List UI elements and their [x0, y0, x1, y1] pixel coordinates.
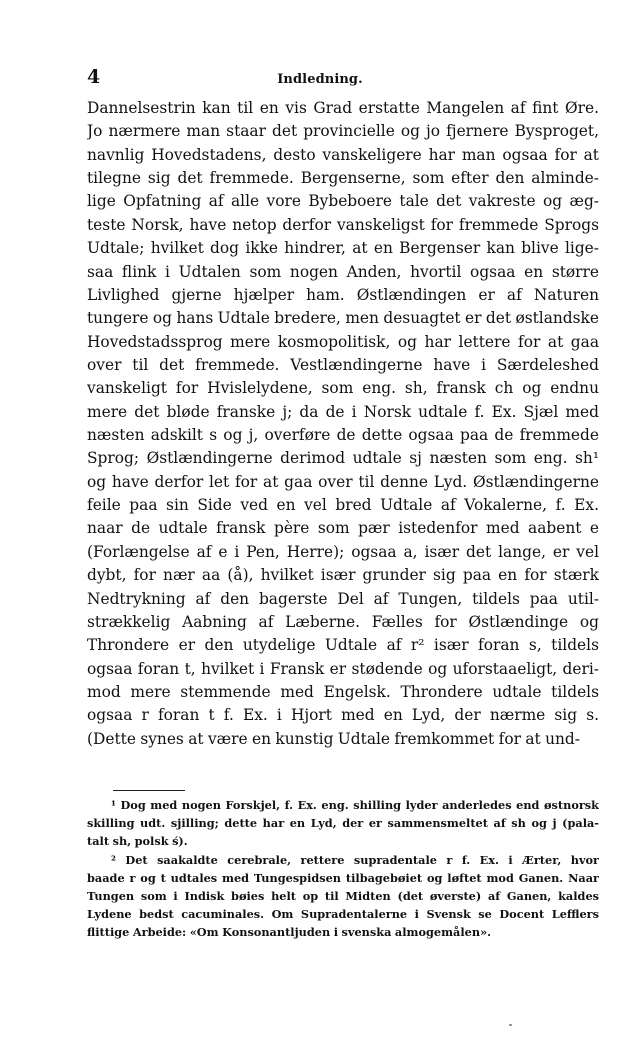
footnote-line: ² Det saakaldte cerebrale, rettere supradentale r f. Ex. i Ærter, hvor [111, 852, 599, 867]
body-line: naar de udtale fransk père som pær istedenfor med aabent e [87, 519, 599, 538]
footnote-line: Lydene bedst cacuminales. Om Supradentalerne i Svensk se Docent Lefflers [87, 907, 599, 922]
body-line: Udtale; hvilket dog ikke hindrer, at en Bergenser kan blive lige- [87, 239, 599, 258]
body-text [87, 97, 599, 751]
footnote-line: flittige Arbeide: «Om Konsonantljuden i svenska almogemålen». [87, 925, 492, 940]
body-line: Jo nærmere man staar det provincielle og jo fjernere Bysproget, [87, 122, 599, 141]
body-line: (Forlængelse af e i Pen, Herre); ogsaa a, især det lange, er vel [87, 542, 599, 561]
footnote-line: Tungen som i Indisk bøies helt op til Midten (det øverste) af Ganen, kaldes [87, 888, 599, 903]
body-line: (Dette synes at være en kunstig Udtale fremkommet for at und- [87, 729, 580, 748]
body-line: lige Opfatning af alle vore Bybeboere tale det vakreste og æg- [87, 192, 599, 211]
footnote-separator [113, 790, 185, 791]
body-line: mere det bløde franske j; da de i Norsk udtale f. Ex. Sjæl med [87, 402, 599, 421]
body-line: Nedtrykning af den bagerste Del af Tungen, tildels paa util- [87, 589, 599, 608]
footnotes [87, 796, 599, 942]
body-line: Hovedstadssprog mere kosmopolitisk, og har lettere for at gaa [87, 332, 599, 351]
body-line: saa flink i Udtalen som nogen Anden, hvortil ogsaa en større [87, 262, 599, 281]
body-line: Dannelsestrin kan til en vis Grad erstatte Mangelen af fint Øre. [87, 99, 599, 117]
body-line: næsten adskilt s og j, overføre de dette ogsaa paa de fremmede [87, 426, 599, 445]
body-line: feile paa sin Side ved en vel bred Udtale af Vokalerne, f. Ex. [87, 496, 599, 515]
footnote-line: baade r og t udtales med Tungespidsen tilbagebøiet og løftet mod Ganen. Naar [87, 870, 599, 885]
footnote-line: talt sh, polsk ś). [87, 834, 188, 849]
body-line: Livlighed gjerne hjælper ham. Østlændingen er af Naturen [87, 285, 599, 304]
body-line: vanskeligt for Hvislelydene, som eng. sh, fransk ch og endnu [87, 379, 599, 398]
body-line: dybt, for nær aa (å), hvilket især grunder sig paa en for stærk [87, 566, 599, 585]
body-line: over til det fremmede. Vestlændingerne have i Særdeleshed [87, 355, 599, 374]
body-line: navnlig Hovedstadens, desto vanskeligere har man ogsaa for at [87, 145, 599, 164]
page-number: 4 [87, 66, 101, 88]
body-line: tilegne sig det fremmede. Bergenserne, som efter den alminde- [87, 169, 599, 188]
footnote-line: skilling udt. sjilling; dette har en Lyd, der er sammensmeltet af sh og j (pala- [87, 816, 599, 831]
body-line: Sprog; Østlændingerne derimod udtale sj næsten som eng. sh¹ [87, 449, 599, 468]
body-line: mod mere stemmende med Engelsk. Throndere udtale tildels [87, 682, 599, 701]
paper-speck [509, 1024, 512, 1026]
body-line: Throndere er den utydelige Udtale af r² især foran s, tildels [87, 636, 599, 655]
body-line: teste Norsk, have netop derfor vanskeligst for fremmede Sprogs [87, 215, 599, 234]
body-line: ogsaa r foran t f. Ex. i Hjort med en Lyd, der nærme sig s. [87, 706, 599, 725]
body-line: tungere og hans Udtale bredere, men desuagtet er det østlandske [87, 309, 599, 328]
footnote-line: ¹ Dog med nogen Forskjel, f. Ex. eng. shilling lyder anderledes end østnorsk [111, 798, 599, 812]
body-line: og have derfor let for at gaa over til denne Lyd. Østlændingerne [87, 472, 599, 491]
body-line: ogsaa foran t, hvilket i Fransk er stødende og uforstaaeligt, deri- [87, 659, 599, 678]
body-line: strækkelig Aabning af Læberne. Fælles for Østlændinge og [87, 612, 599, 631]
running-title: Indledning. [277, 72, 363, 87]
